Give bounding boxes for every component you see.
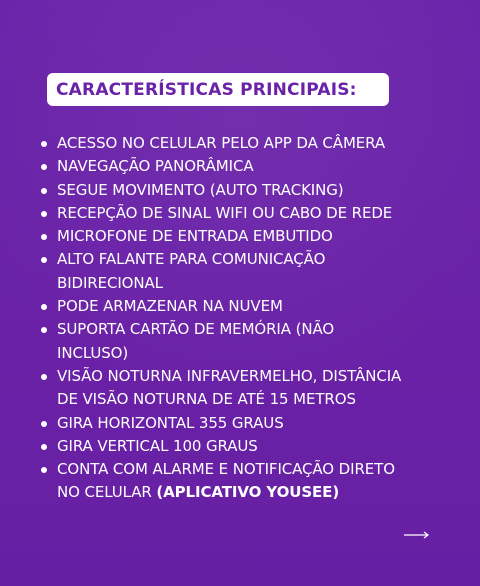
bullet-dot-icon (41, 234, 47, 240)
feature-text: PODE ARMAZENAR NA NUVEM (57, 297, 283, 316)
feature-text-line: CONTA COM ALARME E NOTIFICAÇÃO DIRETO (57, 460, 395, 479)
feature-item (40, 435, 460, 458)
bullet-dot-icon (41, 188, 47, 194)
bullet-dot-icon (41, 164, 47, 170)
app-name-highlight: (APLICATIVO YOUSEE) (156, 483, 340, 502)
feature-item (40, 132, 460, 155)
feature-text-line: SUPORTA CARTÃO DE MEMÓRIA (NÃO (57, 320, 335, 339)
feature-text: MICROFONE DE ENTRADA EMBUTIDO (57, 227, 333, 246)
feature-item (40, 318, 460, 365)
bullet-dot-icon (41, 467, 47, 473)
arrow-right-icon[interactable] (404, 531, 430, 539)
feature-text: NAVEGAÇÃO PANORÂMICA (57, 157, 254, 176)
feature-item (40, 202, 460, 225)
bullet-dot-icon (41, 421, 47, 427)
feature-text-line: NO CELULAR (57, 483, 157, 502)
feature-item (40, 225, 460, 248)
feature-item (40, 365, 460, 412)
feature-text-line: BIDIRECIONAL (57, 273, 163, 292)
feature-item (40, 248, 460, 295)
feature-text: ACESSO NO CELULAR PELO APP DA CÂMERA (57, 134, 386, 152)
feature-item (40, 458, 460, 505)
bullet-dot-icon (41, 444, 47, 450)
feature-list (40, 132, 460, 505)
feature-item (40, 179, 460, 202)
feature-text: GIRA VERTICAL 100 GRAUS (57, 436, 258, 455)
feature-text-line: DE VISÃO NOTURNA DE ATÉ 15 METROS (57, 390, 356, 409)
bullet-dot-icon (41, 211, 47, 217)
feature-item (40, 155, 460, 178)
feature-text: RECEPÇÃO DE SINAL WIFI OU CABO DE REDE (57, 203, 393, 222)
bullet-dot-icon (41, 304, 47, 310)
feature-text: GIRA HORIZONTAL 355 GRAUS (57, 413, 284, 432)
section-title: CARACTERÍSTICAS PRINCIPAIS: (47, 73, 389, 106)
bullet-dot-icon (41, 257, 47, 263)
bullet-dot-icon (41, 141, 47, 147)
bullet-dot-icon (41, 327, 47, 333)
feature-text-line: VISÃO NOTURNA INFRAVERMELHO, DISTÂNCIA (57, 366, 402, 385)
feature-item (40, 412, 460, 435)
feature-text: SEGUE MOVIMENTO (AUTO TRACKING) (57, 180, 344, 199)
feature-text-line: INCLUSO) (57, 343, 129, 362)
feature-text-line: ALTO FALANTE PARA COMUNICAÇÃO (57, 250, 326, 269)
feature-item (40, 295, 460, 318)
bullet-dot-icon (41, 374, 47, 380)
